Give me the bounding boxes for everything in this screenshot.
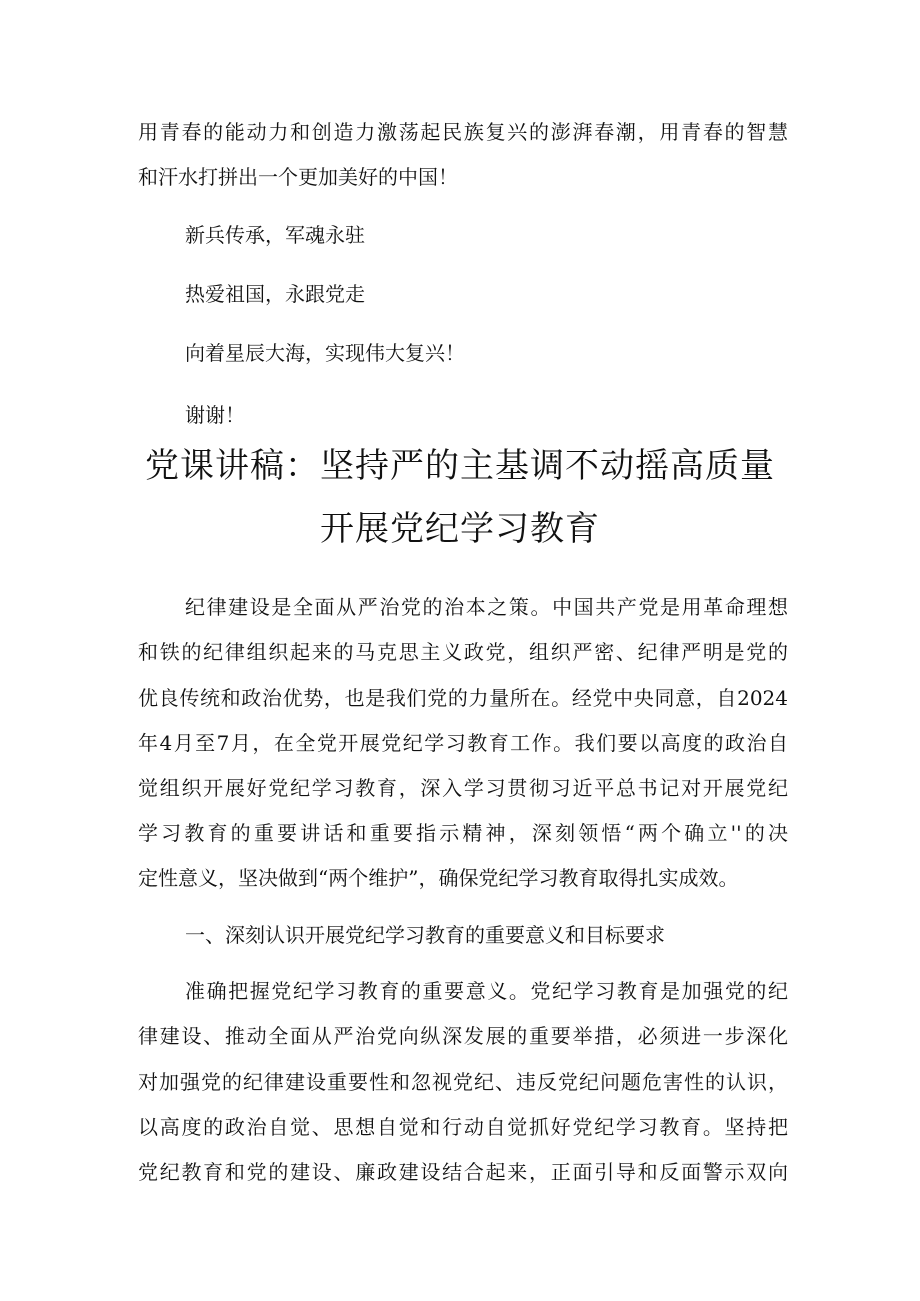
paragraph1-line-5: 觉组织开展好党纪学习教育，深入学习贯彻习近平总书记对开展党纪 — [138, 776, 788, 800]
slogan-line-1: 新兵传承，军魂永驻 — [185, 223, 365, 247]
paragraph2-line-5: 党纪教育和党的建设、廉政建设结合起来，正面引导和反面警示双向 — [138, 1160, 788, 1184]
paragraph2-line-4: 以高度的政治自觉、思想自觉和行动自觉抓好党纪学习教育。坚持把 — [138, 1115, 788, 1139]
paragraph1-line-6: 学习教育的重要讲话和重要指示精神，深刻领悟“两个确立''的决 — [138, 821, 788, 845]
slogan-line-3: 向着星辰大海，实现伟大复兴！ — [185, 341, 465, 365]
paragraph1-line-4: 年4月至7月，在全党开展党纪学习教育工作。我们要以高度的政治自 — [138, 731, 788, 755]
paragraph1-line-3: 优良传统和政治优势，也是我们党的力量所在。经党中央同意，自2024 — [138, 686, 788, 710]
paragraph1-line-7: 定性意义，坚决做到“两个维护”，确保党纪学习教育取得扎实成效。 — [138, 866, 739, 890]
paragraph2-line-2: 律建设、推动全面从严治党向纵深发展的重要举措，必须进一步深化 — [138, 1024, 788, 1048]
paragraph2-line-3: 对加强党的纪律建设重要性和忽视党纪、违反党纪问题危害性的认识， — [138, 1070, 788, 1094]
slogan-line-2: 热爱祖国，永跟党走 — [185, 282, 365, 306]
paragraph1-line-2: 和铁的纪律组织起来的马克思主义政党，组织严密、纪律严明是党的 — [138, 640, 788, 664]
intro-line-1: 用青春的能动力和创造力激荡起民族复兴的澎湃春潮，用青春的智慧 — [138, 120, 788, 144]
paragraph1-line-1: 纪律建设是全面从严治党的治本之策。中国共产党是用革命理想 — [185, 595, 788, 619]
section-heading-1: 一、深刻认识开展党纪学习教育的重要意义和目标要求 — [185, 923, 665, 947]
article-title-line-1: 党课讲稿：坚持严的主基调不动摇高质量 — [145, 446, 775, 486]
thanks-line: 谢谢！ — [185, 403, 245, 427]
intro-line-2: 和汗水打拼出一个更加美好的中国！ — [138, 165, 458, 189]
paragraph2-line-1: 准确把握党纪学习教育的重要意义。党纪学习教育是加强党的纪 — [185, 979, 788, 1003]
article-title-line-2: 开展党纪学习教育 — [320, 509, 600, 549]
